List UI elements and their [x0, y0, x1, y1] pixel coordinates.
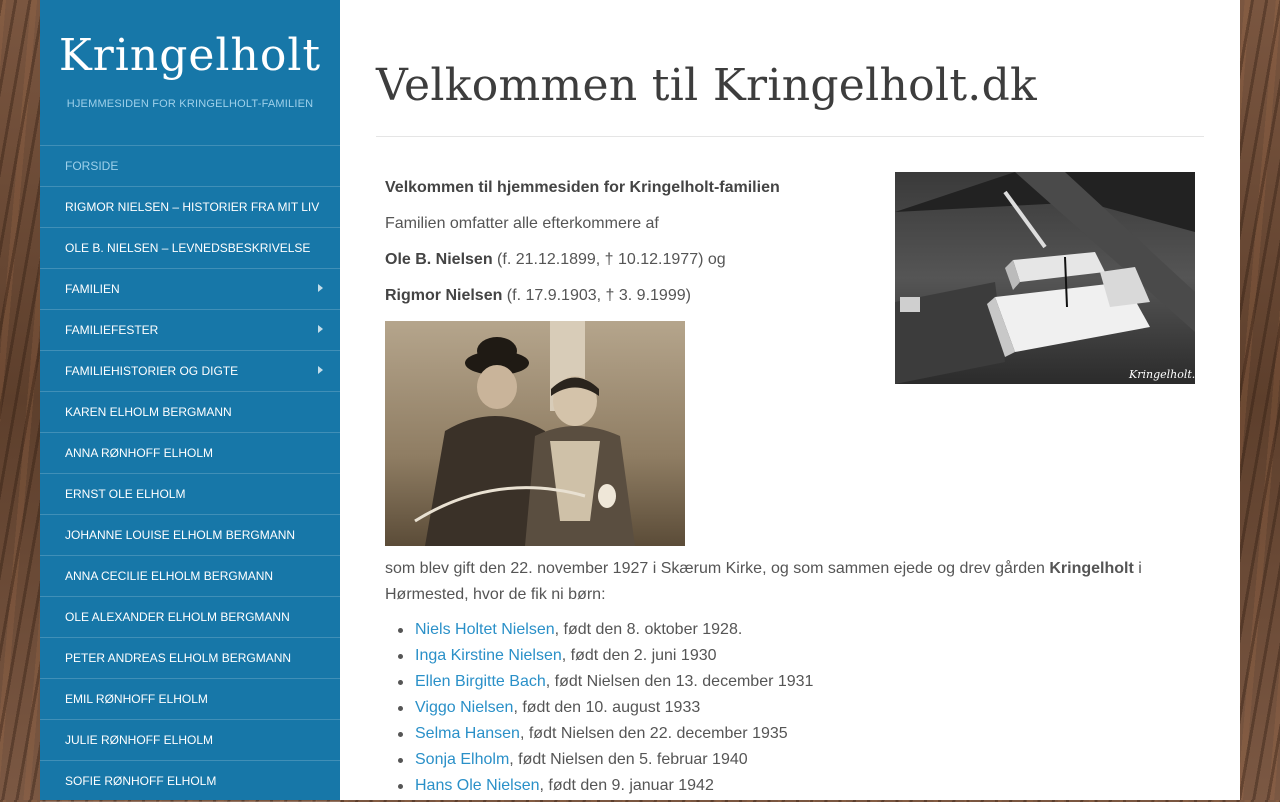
child-link[interactable]: Ellen Birgitte Bach: [415, 673, 546, 690]
farm-caption: Kringelholt.: [1129, 368, 1195, 381]
nav-item-julie[interactable]: [40, 720, 340, 761]
nav-label: SOFIE RØNHOFF ELHOLM: [65, 774, 217, 788]
list-item: [385, 617, 813, 643]
person2-name: Rigmor Nielsen: [385, 287, 503, 304]
nav-item-emil[interactable]: [40, 679, 340, 720]
nav-label: RIGMOR NIELSEN – HISTORIER FRA MIT LIV: [65, 200, 320, 214]
child-detail: , født den 2. juni 1930: [561, 647, 717, 664]
couple-photo[interactable]: [385, 321, 685, 546]
nav-label: FAMILIEHISTORIER OG DIGTE: [65, 364, 239, 378]
nav-item-sofie[interactable]: [40, 761, 340, 802]
nav-item-familiefester[interactable]: [40, 310, 340, 351]
intro-heading-text: Velkommen til hjemmesiden for Kringelholt-familien: [385, 179, 780, 196]
list-item: [385, 747, 813, 773]
farm-aerial-photo[interactable]: [895, 172, 1195, 384]
nav-label: FAMILIEFESTER: [65, 323, 159, 337]
nav-item-johanne-louise[interactable]: [40, 515, 340, 556]
main-content: [340, 0, 1240, 800]
list-item: [385, 773, 813, 799]
nav-item-rigmor-nielsen[interactable]: [40, 187, 340, 228]
nav-label: FAMILIEN: [65, 282, 120, 296]
marriage-text-part1: som blev gift den 22. november 1927 i Skærum Kirke, og som sammen ejede og drev gården: [385, 560, 1050, 577]
nav-label: ANNA RØNHOFF ELHOLM: [65, 446, 214, 460]
site-header: [40, 0, 340, 145]
list-item: [385, 669, 813, 695]
child-link[interactable]: Niels Holtet Nielsen: [415, 621, 555, 638]
person2-dates: (f. 17.9.1903, † 3. 9.1999): [502, 287, 691, 304]
nav-label: JOHANNE LOUISE ELHOLM BERGMANN: [65, 528, 296, 542]
nav-item-karen[interactable]: [40, 392, 340, 433]
child-detail: , født den 8. oktober 1928.: [554, 621, 743, 638]
nav-item-anna-cecilie[interactable]: [40, 556, 340, 597]
nav-label: FORSIDE: [65, 159, 119, 173]
caret-right-icon: [318, 366, 323, 374]
nav-item-familiehistorier[interactable]: [40, 351, 340, 392]
nav-item-ole-alexander[interactable]: [40, 597, 340, 638]
nav-item-familien[interactable]: [40, 269, 340, 310]
child-link[interactable]: Inga Kirstine Nielsen: [415, 647, 562, 664]
child-detail: , født Nielsen den 22. december 1935: [519, 725, 788, 742]
child-link[interactable]: Selma Hansen: [415, 725, 520, 742]
list-item: [385, 643, 813, 669]
site-description: HJEMMESIDEN FOR KRINGELHOLT-FAMILIEN: [66, 98, 314, 110]
farm-name: Kringelholt: [1049, 560, 1134, 577]
nav-item-peter-andreas[interactable]: [40, 638, 340, 679]
person1-name: Ole B. Nielsen: [385, 251, 493, 268]
child-detail: , født den 10. august 1933: [513, 699, 701, 716]
nav-label: EMIL RØNHOFF ELHOLM: [65, 692, 208, 706]
child-detail: , født Nielsen den 5. februar 1940: [509, 751, 748, 768]
marriage-text-part2: i Hørmested, hvor de fik ni børn:: [385, 560, 1142, 603]
main-navigation: [40, 145, 340, 802]
person1-dates: (f. 21.12.1899, † 10.12.1977) og: [492, 251, 726, 268]
sidebar: [40, 0, 340, 800]
child-detail: , født Nielsen den 13. december 1931: [545, 673, 814, 690]
list-item: [385, 721, 813, 747]
title-divider: [376, 136, 1204, 137]
child-link[interactable]: Sonja Elholm: [415, 751, 510, 768]
nav-label: JULIE RØNHOFF ELHOLM: [65, 733, 214, 747]
nav-item-ole-b-nielsen[interactable]: [40, 228, 340, 269]
intro-text: Familien omfatter alle efterkommere af: [385, 215, 659, 232]
nav-label: OLE B. NIELSEN – LEVNEDSBESKRIVELSE: [65, 241, 311, 255]
nav-label: KAREN ELHOLM BERGMANN: [65, 405, 232, 419]
nav-label: ERNST OLE ELHOLM: [65, 487, 186, 501]
page-title: Velkommen til Kringelholt.dk: [376, 60, 1038, 111]
nav-item-ernst-ole[interactable]: [40, 474, 340, 515]
child-link[interactable]: Viggo Nielsen: [415, 699, 514, 716]
child-detail: , født den 9. januar 1942: [539, 777, 714, 794]
site-title[interactable]: Kringelholt: [58, 30, 322, 81]
nav-item-forside[interactable]: [40, 146, 340, 187]
nav-label: OLE ALEXANDER ELHOLM BERGMANN: [65, 610, 290, 624]
nav-label: ANNA CECILIE ELHOLM BERGMANN: [65, 569, 274, 583]
nav-label: PETER ANDREAS ELHOLM BERGMANN: [65, 651, 292, 665]
list-item: [385, 695, 813, 721]
children-list: [385, 617, 813, 799]
caret-right-icon: [318, 325, 323, 333]
marriage-text: [385, 556, 1155, 608]
nav-item-anna-ronhoff[interactable]: [40, 433, 340, 474]
child-link[interactable]: Hans Ole Nielsen: [415, 777, 540, 794]
caret-right-icon: [318, 284, 323, 292]
